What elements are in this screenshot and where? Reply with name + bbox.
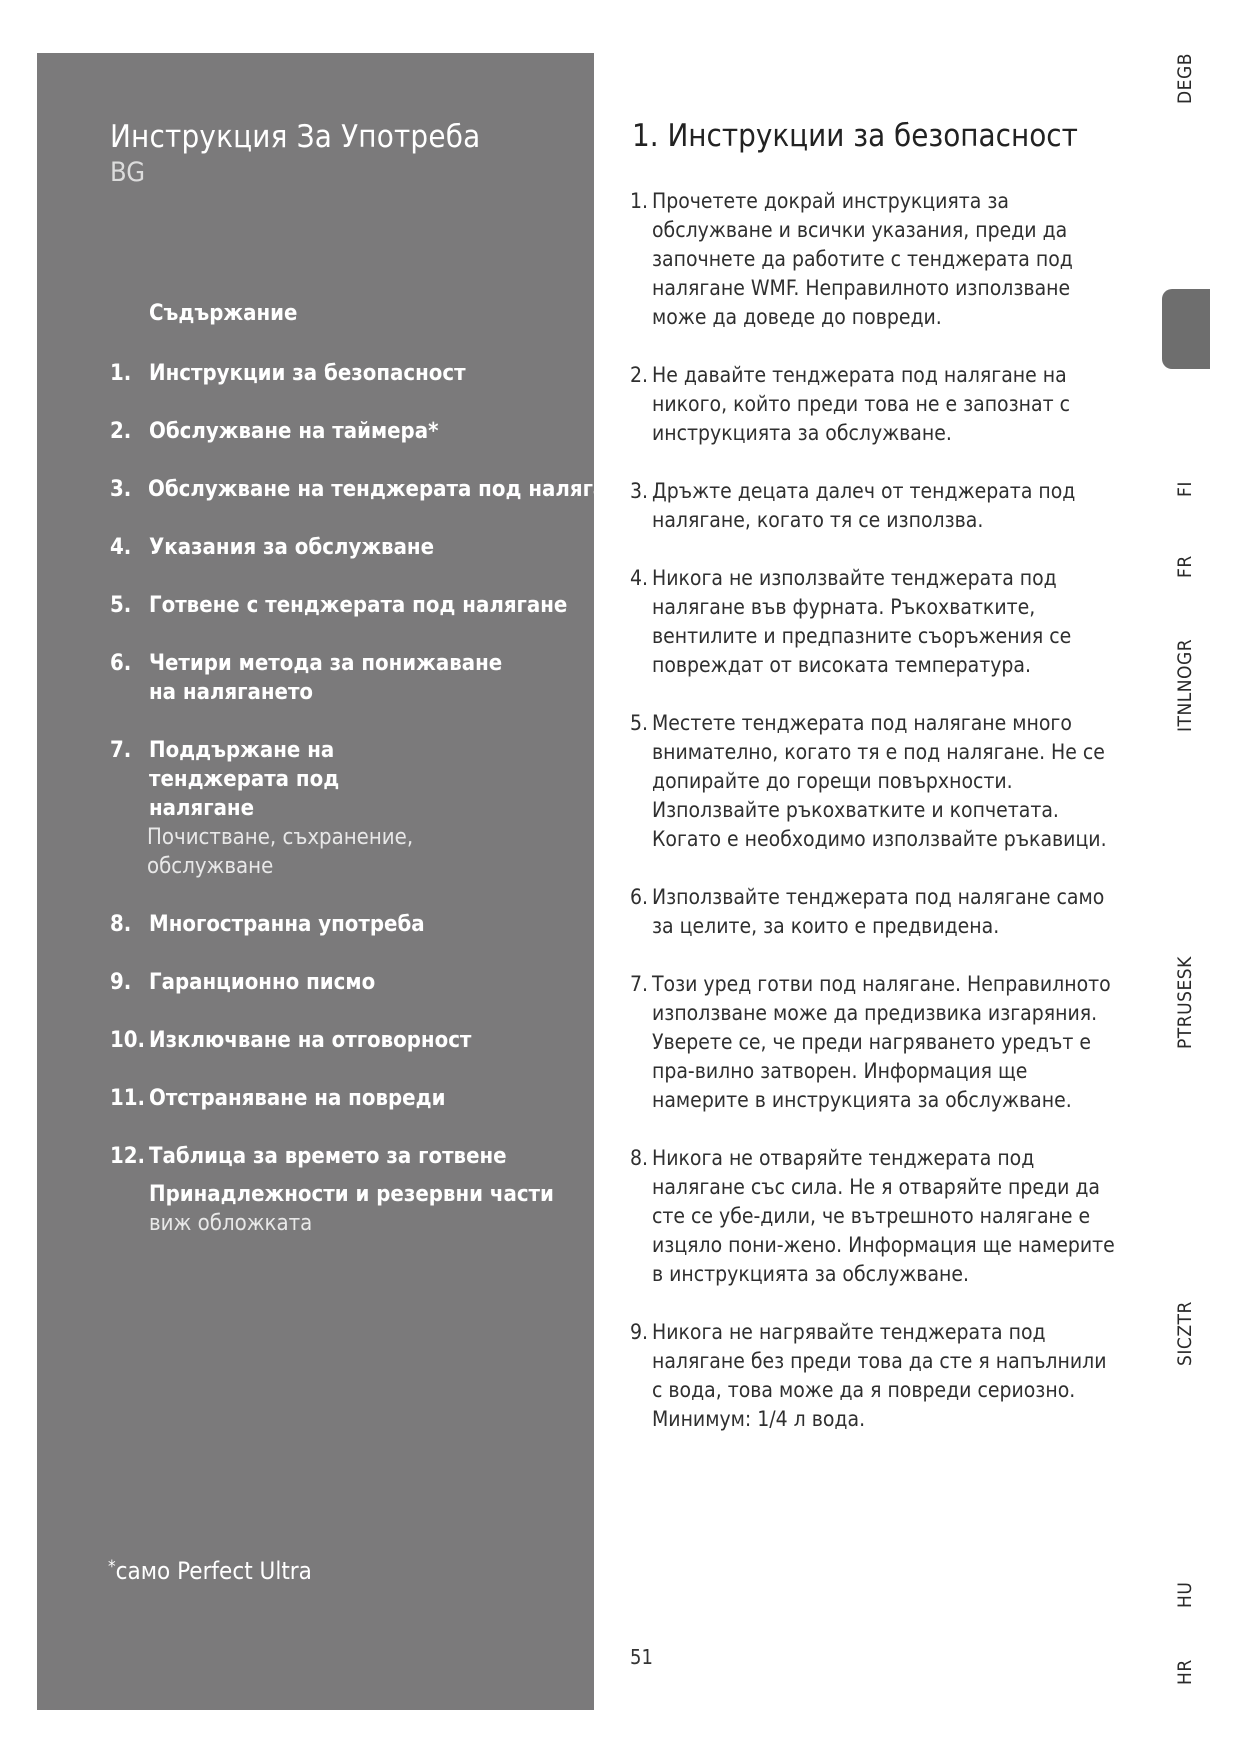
toc-item-number: 2. xyxy=(110,419,132,444)
toc-item[interactable] xyxy=(110,968,590,997)
tab-ptrusesk[interactable]: PTRUSESK xyxy=(1174,956,1196,1049)
toc-item-number: 4. xyxy=(110,535,132,560)
instruction-text: Никога не отваряйте тенджерата под налягане със сила. Не я отваряйте преди да сте се убе-дили, че вътрешното налягане е изцяло пони-жено. Информация ще намерите в инструкцията за обслужване. xyxy=(652,1146,1115,1286)
accessories-heading: Принадлежности и резервни части xyxy=(149,1182,554,1207)
accessories-note xyxy=(149,1180,554,1238)
instruction-text: Дръжте децата далеч от тенджерата под налягане, когато тя се използва. xyxy=(652,479,1076,532)
contents-panel xyxy=(37,53,634,1710)
toc-item[interactable] xyxy=(110,359,590,388)
instruction-item xyxy=(630,1318,1120,1434)
instruction-number: 6. xyxy=(630,885,649,909)
instruction-text: Никога не нагрявайте тенджерата под налягане без преди това да сте я напълнили с вода, това може да я повреди сериозно. Минимум: 1/4 л вода. xyxy=(652,1320,1107,1431)
accessories-subtitle: виж обложката xyxy=(149,1211,313,1236)
safety-instructions xyxy=(630,187,1120,1463)
toc-item-number: 3. xyxy=(110,477,132,502)
tab-degb[interactable]: DEGB xyxy=(1174,53,1196,104)
toc-item-label: Указания за обслужване xyxy=(149,535,435,560)
toc-item-subtitle: Почистване, съхранение, обслужване xyxy=(147,825,414,879)
tab-hr[interactable]: HR xyxy=(1174,1659,1196,1685)
toc-item[interactable] xyxy=(110,649,530,707)
tab-itnlnogr[interactable]: ITNLNOGR xyxy=(1174,638,1196,732)
toc-item-label: Гаранционно писмо xyxy=(149,970,376,995)
toc-item[interactable] xyxy=(110,475,634,504)
toc-item-label: Инструкции за безопасност xyxy=(149,361,466,386)
toc-item-label: Готвене с тенджерата под налягане xyxy=(149,593,568,618)
instruction-text: Използвайте тенджерата под налягане само за целите, за които е предвидена. xyxy=(652,885,1105,938)
toc-item-label: Отстраняване на повреди xyxy=(149,1086,446,1111)
toc-item-number: 11. xyxy=(110,1086,146,1111)
toc-item-number: 6. xyxy=(110,651,132,676)
toc-item-label: Изключване на отговорност xyxy=(149,1028,472,1053)
section-title: 1. Инструкции за безопасност xyxy=(632,118,1078,154)
instruction-item xyxy=(630,1144,1120,1289)
toc-item-number: 12. xyxy=(110,1144,146,1169)
instruction-text: Никога не използвайте тенджерата под налягане във фурната. Ръкохватките, вентилите и предпазните съоръжения се повреждат от високата температура. xyxy=(652,566,1072,677)
active-language-tab[interactable] xyxy=(1162,289,1210,369)
instruction-number: 5. xyxy=(630,711,649,735)
footnote-text: само Perfect Ultra xyxy=(115,1557,312,1585)
instruction-number: 8. xyxy=(630,1146,649,1170)
toc-item-number: 9. xyxy=(110,970,132,995)
tab-fi[interactable]: FI xyxy=(1174,481,1196,497)
instruction-text: Местете тенджерата под налягане много внимателно, когато тя е под налягане. Не се допирайте до горещи повърхности. Използвайте ръкохватките и копчетата. Когато е необходимо използвайте ръкавици. xyxy=(652,711,1107,851)
toc-item-number: 1. xyxy=(110,361,132,386)
instruction-item xyxy=(630,477,1120,535)
table-of-contents xyxy=(110,359,634,1200)
page-number: 51 xyxy=(630,1645,653,1669)
toc-item-label: Поддържане на тенджерата под налягане xyxy=(149,738,340,821)
toc-item[interactable] xyxy=(110,533,590,562)
toc-item-number: 7. xyxy=(110,738,132,763)
footnote xyxy=(108,1557,312,1585)
toc-item[interactable] xyxy=(110,591,590,620)
instruction-text: Този уред готви под налягане. Неправилното използване може да предизвика изгаряния. Уверете се, че преди нагряването уредът е пра-вилно затворен. Информация ще намерите в инструкцията за обслужване. xyxy=(652,972,1111,1112)
toc-item-label: Обслужване на тенджерата под налягане xyxy=(148,477,634,502)
document-title: Инструкция За Употреба xyxy=(110,119,481,155)
instruction-number: 7. xyxy=(630,972,649,996)
instruction-number: 4. xyxy=(630,566,649,590)
instruction-item xyxy=(630,709,1120,854)
toc-item[interactable] xyxy=(110,910,590,939)
instruction-text: Прочетете докрай инструкцията за обслужване и всички указания, преди да започнете да работите с тенджерата под налягане WMF. Неправилното използване може да доведе до повреди. xyxy=(652,189,1073,329)
toc-item-label: Четири метода за понижаване на налягането xyxy=(149,651,503,705)
toc-item[interactable] xyxy=(110,1084,590,1113)
toc-item[interactable] xyxy=(110,1026,590,1055)
toc-item-label: Обслужване на таймера* xyxy=(149,419,439,444)
toc-item-label: Многостранна употреба xyxy=(149,912,425,937)
instruction-number: 3. xyxy=(630,479,649,503)
tab-siczr[interactable]: SICZTR xyxy=(1174,1301,1196,1366)
instruction-item xyxy=(630,361,1120,448)
instruction-text: Не давайте тенджерата под налягане на никого, който преди това не е запознат с инструкцията за обслужване. xyxy=(652,363,1070,445)
toc-item-number: 5. xyxy=(110,593,132,618)
tab-fr[interactable]: FR xyxy=(1174,555,1196,578)
footnote-mark: * xyxy=(108,1557,116,1577)
instruction-item xyxy=(630,187,1120,332)
instruction-item xyxy=(630,970,1120,1115)
toc-item[interactable] xyxy=(110,736,530,881)
toc-item[interactable] xyxy=(110,417,590,446)
toc-item-number: 8. xyxy=(110,912,132,937)
toc-item[interactable] xyxy=(110,1142,590,1171)
toc-item-label: Таблица за времето за готвене xyxy=(149,1144,507,1169)
instruction-number: 9. xyxy=(630,1320,649,1344)
instruction-number: 2. xyxy=(630,363,649,387)
instruction-item xyxy=(630,883,1120,941)
instruction-number: 1. xyxy=(630,189,649,213)
toc-heading: Съдържание xyxy=(149,301,298,326)
instruction-item xyxy=(630,564,1120,680)
toc-item-number: 10. xyxy=(110,1028,146,1053)
language-code: BG xyxy=(110,157,146,188)
tab-hu[interactable]: HU xyxy=(1174,1581,1196,1608)
